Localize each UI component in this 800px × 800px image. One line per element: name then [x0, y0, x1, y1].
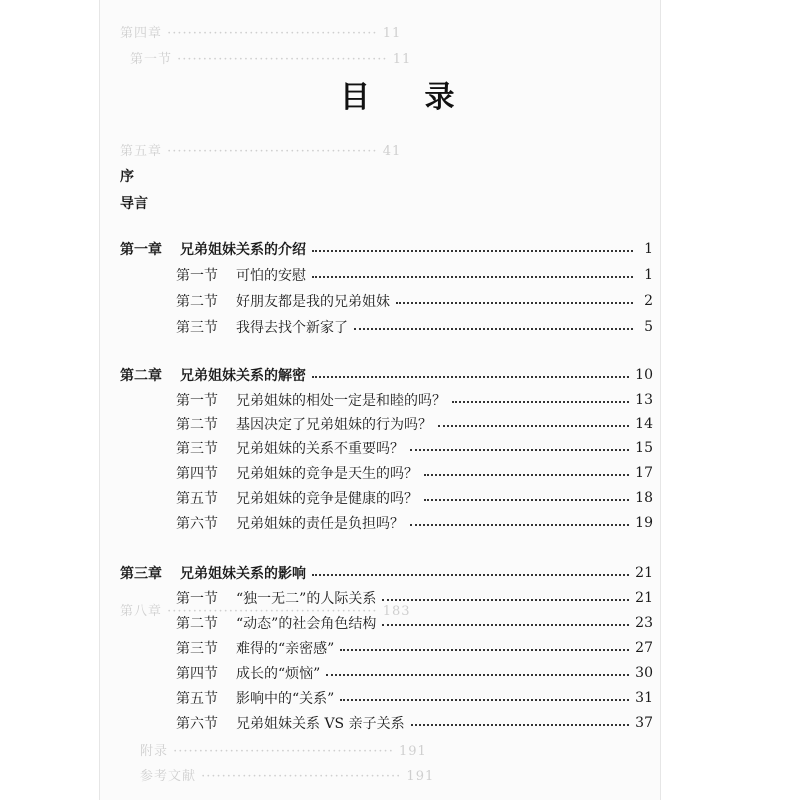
page-number: 21	[635, 565, 653, 581]
show-through-text: 第八章 ········································· 183	[120, 604, 411, 619]
section-number: 第四节	[176, 666, 218, 682]
section-title: 兄弟姐妹的竞争是健康的吗？	[236, 491, 418, 507]
chapter-number: 第二章	[120, 368, 162, 384]
dot-leader	[424, 474, 629, 476]
section-number: 第一节	[176, 268, 218, 284]
toc-section[interactable]	[120, 264, 653, 286]
toc-section[interactable]	[120, 389, 653, 411]
page-number: 27	[635, 640, 653, 656]
toc-section[interactable]	[120, 316, 653, 338]
dot-leader	[438, 425, 629, 427]
page-number: 5	[644, 319, 653, 335]
dot-leader	[396, 302, 633, 304]
toc-introduction[interactable]: 导言	[120, 196, 148, 212]
section-title: 基因决定了兄弟姐妹的行为吗？	[236, 417, 432, 433]
page-number: 10	[635, 367, 653, 383]
dot-leader	[410, 449, 629, 451]
section-title: 影响中的“关系”	[236, 691, 335, 707]
page-number: 23	[635, 615, 653, 631]
dot-leader	[312, 574, 629, 576]
page-number: 14	[635, 416, 653, 432]
dot-leader	[326, 674, 629, 676]
dot-leader	[340, 699, 629, 701]
dot-leader	[382, 599, 629, 601]
dot-leader	[410, 524, 629, 526]
section-title: “动态”的社会角色结构	[236, 616, 377, 632]
dot-leader	[382, 624, 629, 626]
toc-section[interactable]	[120, 512, 653, 534]
section-title: 成长的“烦恼”	[236, 666, 321, 682]
section-title: 兄弟姐妹的竞争是天生的吗？	[236, 466, 418, 482]
toc-section[interactable]	[120, 587, 653, 609]
page-number: 37	[635, 715, 653, 731]
section-title: 我得去找个新家了	[236, 320, 348, 336]
toc-section[interactable]	[120, 487, 653, 509]
page-title: 目 录	[340, 80, 477, 115]
dot-leader	[411, 724, 630, 726]
section-title: 兄弟姐妹的关系不重要吗？	[236, 441, 404, 457]
section-title: 兄弟姐妹关系 VS 亲子关系	[236, 716, 405, 732]
page-number: 19	[635, 515, 653, 531]
toc-section[interactable]	[120, 437, 653, 459]
page-number: 13	[635, 392, 653, 408]
section-number: 第三节	[176, 320, 218, 336]
chapter-number: 第一章	[120, 242, 162, 258]
section-number: 第六节	[176, 516, 218, 532]
toc-section[interactable]	[120, 413, 653, 435]
show-through-text: 第四章 ········································· 11	[120, 26, 402, 41]
dot-leader	[424, 499, 629, 501]
page-number: 15	[635, 440, 653, 456]
dot-leader	[312, 376, 629, 378]
section-number: 第二节	[176, 294, 218, 310]
page-number: 17	[635, 465, 653, 481]
section-number: 第二节	[176, 417, 218, 433]
section-number: 第一节	[176, 591, 218, 607]
toc-section[interactable]	[120, 637, 653, 659]
chapter-number: 第三章	[120, 566, 162, 582]
toc-chapter-3[interactable]	[120, 562, 653, 584]
book-page	[100, 0, 660, 800]
toc-section[interactable]	[120, 712, 653, 734]
chapter-title: 兄弟姐妹关系的影响	[180, 566, 306, 582]
show-through-text: 第五章 ········································· 41	[120, 144, 402, 159]
page-number: 1	[644, 241, 653, 257]
toc-section[interactable]	[120, 290, 653, 312]
chapter-title: 兄弟姐妹关系的解密	[180, 368, 306, 384]
toc-section[interactable]	[120, 662, 653, 684]
page-number: 18	[635, 490, 653, 506]
page-number: 2	[644, 293, 653, 309]
section-number: 第三节	[176, 441, 218, 457]
dot-leader	[312, 276, 633, 278]
toc-section[interactable]	[120, 612, 653, 634]
dot-leader	[312, 250, 633, 252]
section-number: 第一节	[176, 393, 218, 409]
page-number: 30	[635, 665, 653, 681]
page-number: 21	[635, 590, 653, 606]
section-title: 好朋友都是我的兄弟姐妹	[236, 294, 390, 310]
section-number: 第五节	[176, 691, 218, 707]
toc-chapter-1[interactable]	[120, 238, 653, 260]
show-through-text: 第一节 ········································· 11	[130, 52, 412, 67]
section-number: 第三节	[176, 641, 218, 657]
dot-leader	[452, 401, 629, 403]
section-number: 第五节	[176, 491, 218, 507]
dot-leader	[340, 649, 629, 651]
section-number: 第四节	[176, 466, 218, 482]
toc-preface[interactable]: 序	[120, 169, 134, 185]
section-title: “独一无二”的人际关系	[236, 591, 377, 607]
chapter-title: 兄弟姐妹关系的介绍	[180, 242, 306, 258]
section-title: 兄弟姐妹的相处一定是和睦的吗？	[236, 393, 446, 409]
show-through-text: 参考文献 ······································· 191	[140, 769, 435, 784]
page-number: 31	[635, 690, 653, 706]
toc-section[interactable]	[120, 687, 653, 709]
section-title: 可怕的安慰	[236, 268, 306, 284]
page-number: 1	[644, 267, 653, 283]
toc-chapter-2[interactable]	[120, 364, 653, 386]
section-title: 兄弟姐妹的责任是负担吗？	[236, 516, 404, 532]
toc-section[interactable]	[120, 462, 653, 484]
section-number: 第二节	[176, 616, 218, 632]
section-number: 第六节	[176, 716, 218, 732]
dot-leader	[354, 328, 633, 330]
section-title: 难得的“亲密感”	[236, 641, 335, 657]
show-through-text: 附录 ··········································· 191	[140, 744, 427, 759]
